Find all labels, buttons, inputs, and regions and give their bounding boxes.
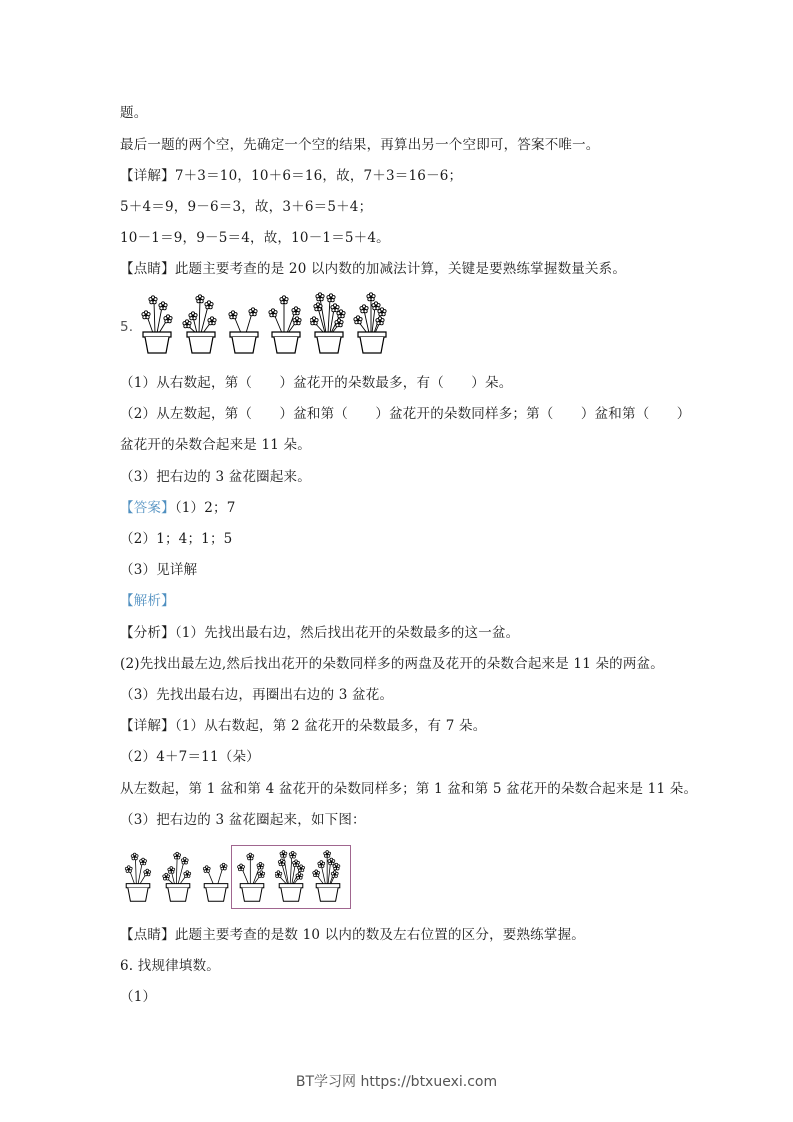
dianjing-text: 此题主要考查的是数 10 以内的数及左右位置的区分，要熟练掌握。 [174, 927, 585, 943]
question-part-1: （1）从右数起，第（ ）盆花开的朵数最多，有（ ）朵。 [120, 375, 513, 391]
text-line: 最后一题的两个空，先确定一个空的结果，再算出另一个空即可，答案不唯一。 [120, 137, 600, 153]
xiangjie-text-2: （2）4＋7＝11（朵） [120, 749, 260, 765]
flower-pot-icon [200, 847, 232, 905]
question-number: 5. [120, 319, 134, 335]
equation-text: 7＋3＝10，10＋6＝16，故，7＋3＝16－6； [174, 168, 463, 184]
flower-pot-icon [353, 292, 391, 354]
flower-pots-figure [138, 292, 388, 358]
answer-text-1: （1）2；7 [174, 500, 236, 516]
circled-flower-pots-figure [122, 845, 357, 911]
text-line: 题。 [120, 105, 148, 121]
fenxi-text-2: (2)先找出最左边,然后找出花开的朵数同样多的两盘及花开的朵数合起来是 11 朵的两盆。 [120, 656, 664, 672]
label-dianjing: 【点睛】 [120, 261, 175, 277]
xiangjie-text-4: （3）把右边的 3 盆花圈起来，如下图： [120, 812, 366, 828]
xiangjie-line [120, 717, 486, 735]
question-6-title: 6. 找规律填数。 [120, 958, 220, 974]
fenxi-text-3: （3）先找出最右边，再圈出右边的 3 盆花。 [120, 687, 394, 703]
question-part-2: （2）从左数起，第（ ）盆和第（ ）盆花开的朵数同样多；第（ ）盆和第（ ） [120, 406, 691, 422]
flower-pot-icon [162, 847, 194, 905]
xiangjie-text-3: 从左数起，第 1 盆和第 4 盆花开的朵数同样多；第 1 盆和第 5 盆花开的朵数合起来是 11 朵。 [120, 781, 698, 797]
label-fenxi: 【分析】 [120, 625, 175, 641]
flower-pot-icon [182, 292, 220, 354]
watermark-footer: BT学习网 https://btxuexi.com [295, 1074, 498, 1090]
dianjing-text: 此题主要考查的是 20 以内数的加减法计算，关键是要熟练掌握数量关系。 [174, 261, 627, 277]
answer-text-2: （2）1；4；1；5 [120, 531, 233, 547]
flower-pot-icon [225, 292, 263, 354]
dianjing-line [120, 926, 585, 944]
answer-line [120, 499, 236, 517]
question-part-2-cont: 盆花开的朵数合起来是 11 朵。 [120, 437, 311, 453]
label-dianjing: 【点睛】 [120, 927, 175, 943]
xiangjie-line [120, 167, 462, 185]
answer-text-3: （3）见详解 [120, 562, 198, 578]
question-part-3: （3）把右边的 3 盆花圈起来。 [120, 469, 311, 485]
fenxi-line [120, 624, 519, 642]
label-answer: 【答案】 [120, 500, 175, 516]
flower-pot-icon [122, 847, 154, 905]
flower-pot-icon [310, 292, 348, 354]
fenxi-text-1: （1）先找出最右边，然后找出花开的朵数最多的这一盆。 [174, 625, 520, 641]
equation-line: 5＋4＝9，9－6＝3，故，3＋6＝5＋4； [120, 199, 373, 215]
label-xiangjie: 【详解】 [120, 168, 175, 184]
xiangjie-text-1: （1）从右数起，第 2 盆花开的朵数最多，有 7 朵。 [174, 718, 487, 734]
flower-pot-icon [236, 847, 268, 905]
question-6-sub-1: （1） [120, 989, 157, 1005]
flower-pot-icon [312, 847, 344, 905]
dianjing-line [120, 260, 626, 278]
flower-pot-icon [138, 292, 176, 354]
flower-pot-icon [275, 847, 307, 905]
label-xiangjie: 【详解】 [120, 718, 175, 734]
label-analysis: 【解析】 [120, 593, 175, 609]
flower-pot-icon [267, 292, 305, 354]
equation-line: 10－1＝9，9－5＝4，故，10－1＝5＋4。 [120, 230, 390, 246]
